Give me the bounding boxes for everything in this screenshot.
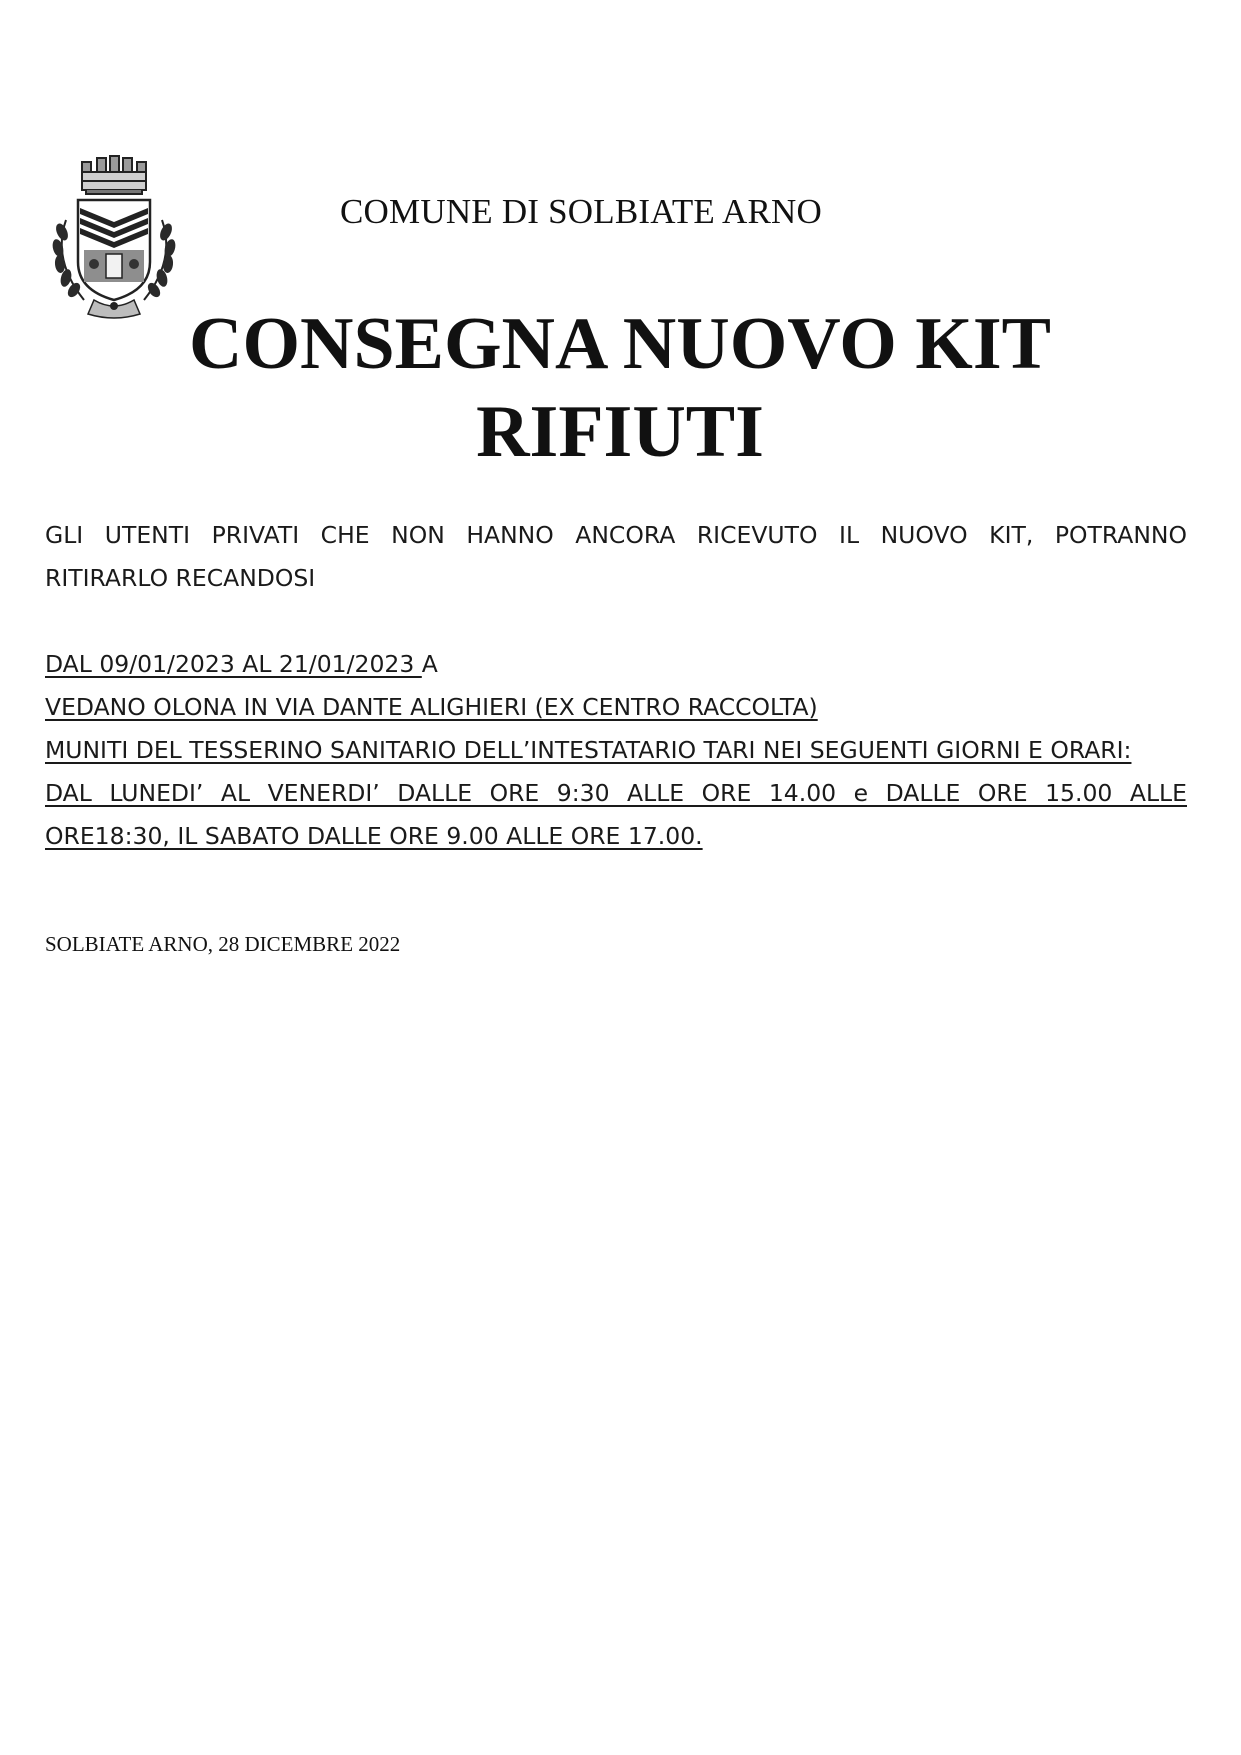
page-title-line-1: CONSEGNA NUOVO KIT <box>189 303 1051 385</box>
page-title-line-2: RIFIUTI <box>476 391 764 473</box>
opening-hours-line-2-row <box>45 815 1187 858</box>
coat-of-arms-icon <box>44 150 184 322</box>
intro-paragraph <box>45 514 1187 600</box>
pickup-requirement-text: MUNITI DEL TESSERINO SANITARIO DELL’INTESTATARIO TARI NEI SEGUENTI GIORNI E ORARI: <box>45 736 1132 764</box>
opening-hours-line-1: DAL LUNEDI’ AL VENERDI’ DALLE ORE 9:30 ALLE ORE 14.00 e DALLE ORE 15.00 ALLE <box>45 779 1187 807</box>
pickup-location-text: VEDANO OLONA IN VIA DANTE ALIGHIERI (EX CENTRO RACCOLTA) <box>45 693 818 721</box>
pickup-details <box>45 643 1187 858</box>
opening-hours-line-2: ORE18:30, IL SABATO DALLE ORE 9.00 ALLE ORE 17.00. <box>45 822 703 850</box>
municipality-name: COMUNE DI SOLBIATE ARNO <box>340 192 822 231</box>
page-title <box>100 300 1140 476</box>
pickup-dates <box>45 643 1187 686</box>
intro-line-2: RITIRARLO RECANDOSI <box>45 564 316 592</box>
pickup-requirement <box>45 729 1187 772</box>
pickup-dates-suffix: A <box>421 650 438 678</box>
pickup-dates-range: DAL 09/01/2023 AL 21/01/2023 <box>45 650 422 678</box>
pickup-location <box>45 686 1187 729</box>
intro-line-1: GLI UTENTI PRIVATI CHE NON HANNO ANCORA RICEVUTO IL NUOVO KIT, POTRANNO <box>45 521 1187 549</box>
place-and-date: SOLBIATE ARNO, 28 DICEMBRE 2022 <box>45 932 401 956</box>
